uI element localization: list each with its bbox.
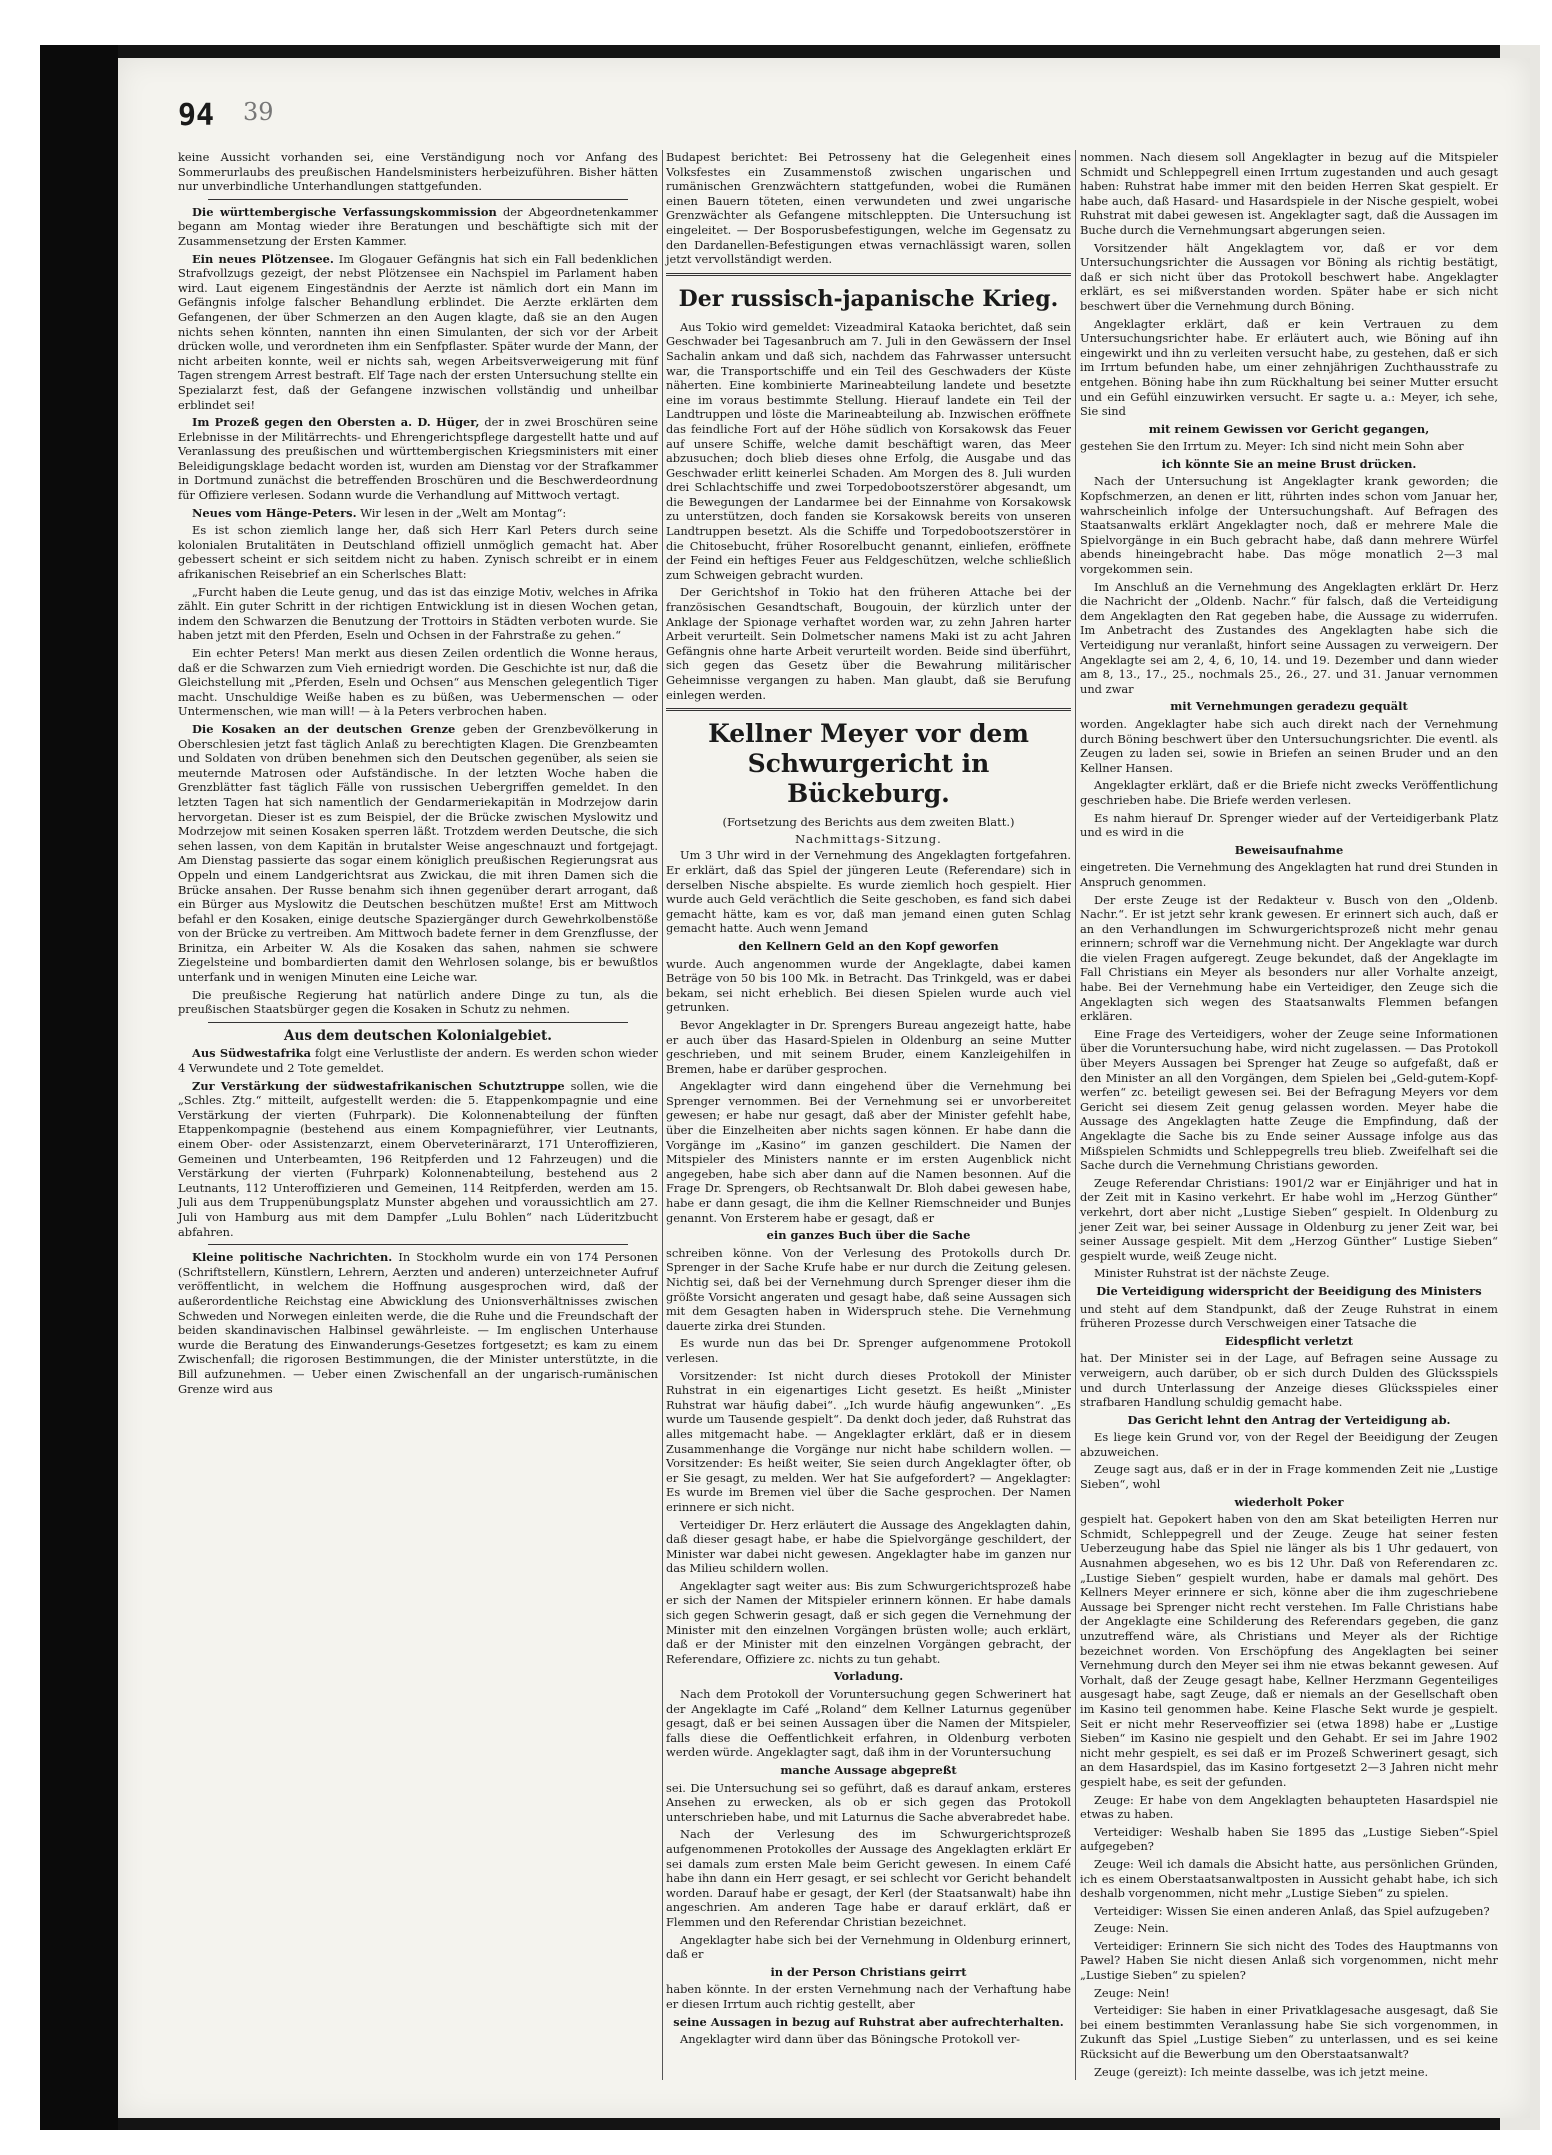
- paragraph: sei. Die Untersuchung sei so geführt, daß es darauf ankam, ersteres Ansehen zu erwecken, als ob er sich gegen das Protokoll unterschrieben habe, und mit Laturnus die Sache abverabredet habe.: [666, 1780, 1071, 1824]
- page-number-secondary: 39: [243, 98, 274, 126]
- headline: Aus Südwestafrika: [192, 1046, 311, 1061]
- emphasis-line: ich könnte Sie an meine Brust drücken.: [1161, 456, 1417, 471]
- article-subtitle: (Fortsetzung des Berichts aus dem zweiten Blatt.): [722, 815, 1015, 830]
- paragraph: [178, 205, 658, 249]
- paragraph: gespielt hat. Gepokert haben von den am Skat beteiligten Herren nur Schmidt, Schleppegrell und der Zeuge. Zeuge hat seiner festen Ueberzeugung habe das Spiel nie länger als bis 1 Uhr gedauert, von Ausnahmen abgesehen, wo es bis 12 Uhr. Daß von Referendaren zc. „Lustige Sieben“ gespielt wurden, habe er damals mal gehört. Des Kellners Meyer erinnere er sich, könne aber die ihm zugeschriebene Aussage bei Sprenger nicht recht verstehen. Im Falle Christians habe der Angeklagte eine Schilderung des Referendars gegeben, die ganz unzutreffend wäre, als Christians und Meyer als der Richtige bezeichnet worden. Von Erschöpfung des Angeklagten bei seiner Vernehmung durch den Meyer sei ihm nie etwas bekannt gewesen. Auf Vorhalt, daß der Zeuge gesagt habe, Kellner Herzmann Gegenteiliges ausgesagt habe, sagt Zeuge, daß er niemals an der Gesellschaft oben im Kasino teil genommen habe. Keine Flasche Sekt wurde je gespielt. Seit er nicht mehr Reserveoffizier sei (etwa 1898) habe er „Lustige Sieben“ im Kasino nie gespielt und den Gehabt. Er sei im Jahre 1902 nicht mehr gespielt, es sei daß er im Prozeß Schwerinert gesagt, sich an dem Hasardspiel, das im Kasino fortgesetzt 2—3 Jahren nicht mehr gespielt habe, es seit der gefunden.: [1080, 1512, 1498, 1789]
- paragraph: Zeuge: Nein.: [1094, 1921, 1169, 1936]
- paragraph-text: sollen, wie die „Schles. Ztg.“ mitteilt, aufgestellt werden: die 5. Etappenkompagnie und eine Verstärkung der vierten (Fuhrpark). Die Kolonnenabteilung der fünften Etappenkompagnie (bestehend aus einem Kompagnieführer, vier Leutnants, einem Ober- oder Assistenzarzt, einem Oberveterinärarzt, 171 Unteroffizieren, Gemeinen und Unterbeamten, 196 Reitpferden und 12 Fahrzeugen) und die Verstärkung der vierten (Fuhrpark) Kolonnenabteilung, bestehend aus 2 Leutnants, 112 Unteroffizieren und Gemeinen, 114 Reitpferden, werden am 15. Juli aus dem Truppenübungsplatz Munster abgehen und voraussichtlich am 27. Juli von Hamburg aus mit dem Dampfer „Lulu Bohlen“ nach Lüderitzbucht abfahren.: [178, 1078, 658, 1239]
- paragraph: [178, 252, 658, 413]
- paragraph: Eine Frage des Verteidigers, woher der Zeuge seine Informationen über die Voruntersuchung habe, wird nicht zugelassen. — Das Protokoll über Meyers Aussagen bei Sprenger hat Zeuge so aufgefaßt, daß er den Minister an all den Vorgängen, dem Spielen bei „Geld-gutem-Kopf-werfen“ zc. beteiligt gewesen sei. Bei der Befragung Meyers vor dem Gericht sei diesem Zeit genug gelassen worden. Meyer habe die Aussage des Angeklagten hatte Zeuge die Empfindung, daß der Angeklagte die Sache bis zu Ende seiner Aussage infolge aus das Mißspielen Schmidts und Schleppegrells treu blieb. Zweifelhaft sei die Sache durch die Vernehmung Christians geworden.: [1080, 1026, 1498, 1173]
- paragraph: [178, 722, 658, 985]
- emphasis-line: Eidespflicht verletzt: [1224, 1333, 1354, 1348]
- emphasis-line: wiederholt Poker: [1234, 1494, 1344, 1509]
- paragraph: und steht auf dem Standpunkt, daß der Zeuge Ruhstrat in einem früheren Prozesse durch Verschweigen einer Tatsache die: [1080, 1301, 1498, 1331]
- paragraph: Budapest berichtet: Bei Petrosseny hat die Gelegenheit eines Volksfestes ein Zusammenstoß zwischen ungarischen und rumänischen Grenzwächtern stattgefunden, wobei die Rumänen einen Bauern töteten, einen verwundeten und zwei ungarische Grenzwächter als Gefangene mitschleppten. Die Untersuchung ist eingeleitet. — Der Bosporusbefestigungen, welche im Gegensatz zu den Dardanellen-Befestigungen etwas vernachlässigt waren, sollen jetzt vervollständigt werden.: [666, 150, 1071, 267]
- paragraph: Der erste Zeuge ist der Redakteur v. Busch von den „Oldenb. Nachr.“. Er ist jetzt sehr krank gewesen. Er erinnert sich auch, daß er an den Verhandlungen im Schwurgerichtsprozeß nicht mehr genau erinnern; schroff war die Vernehmung nicht. Der Angeklagte war durch die vielen Fragen aufgeregt. Zeuge bekundet, daß der Angeklagte im Fall Christians ein Meyer als besonders nur aller Vorhalte anzeigt, habe. Bei der Vernehmung habe ein Verteidiger, den Zeuge sich die Angeklagten sich wegen des Staatsanwalts Flemmen befangen erklären.: [1080, 892, 1498, 1024]
- newspaper-page: [118, 58, 1530, 2118]
- paragraph: Angeklagter wird dann eingehend über die Vernehmung bei Sprenger vernommen. Bei der Vernehmung sei er unvorbereitet gewesen; er habe nur gesagt, daß aber der Minister gefehlt habe, über die Einzelheiten aber nichts sagen können. Er habe dann die Vorgänge im „Kasino“ im ganzen geschildert. Die Namen der Mitspieler des Ministers nannte er im ersten Augenblick nicht angegeben, habe sich aber dann auf die Namen besonnen. Auf die Frage Dr. Sprengers, ob Rechtsanwalt Dr. Bloh dabei gewesen habe, habe er dann gesagt, die ihm die Kellner Riemschneider und Bunjes genannt. Von Ersterem habe er gesagt, daß er: [666, 1079, 1071, 1225]
- article-title: Kellner Meyer vor dem Schwurgericht in Bückeburg.: [708, 719, 1029, 809]
- paragraph-text: der Abgeordnetenkammer begann am Montag wieder ihre Beratungen und beschäftigte sich mit der Zusammensetzung der Ersten Kammer.: [178, 204, 658, 248]
- paragraph: worden. Angeklagter habe sich auch direkt nach der Vernehmung durch Böning beschwert über den Untersuchungsrichter. Die eventl. als Zeugen zu laden sei, sowie in Briefen an seinen Bruder und an den Kellner Hansen.: [1080, 716, 1498, 775]
- article-title: Der russisch-japanische Krieg.: [678, 285, 1059, 312]
- paragraph: Nach der Verlesung des im Schwurgerichtsprozeß aufgenommenen Protokolles der Aussage des Angeklagten erklärt Er sei damals zum ersten Male beim Gericht gewesen. In einem Café habe ihn dann ein Herr gesagt, er sei schlecht vor Gericht behandelt worden. Darauf habe er gesagt, der Kerl (der Staatsanwalt) habe ihn angeschrien. Am anderen Tage habe er darauf erklärt, daß er Flemmen und den Referendar Christian bezeichnet.: [666, 1827, 1071, 1929]
- paragraph: Angeklagter erklärt, daß er die Briefe nicht zwecks Veröffentlichung geschrieben habe. Die Briefe werden verlesen.: [1080, 778, 1498, 807]
- emphasis-line: ein ganzes Buch über die Sache: [766, 1228, 971, 1243]
- headline: Die Kosaken an der deutschen Grenze: [192, 721, 456, 736]
- binder-spine: [40, 45, 118, 2130]
- column-divider: [662, 150, 663, 2080]
- paragraph: Verteidiger Dr. Herz erläutert die Aussage des Angeklagten dahin, daß dieser gesagt habe, er habe die Spielvorgänge geschildert, der Minister war dabei nicht gewesen. Angeklagter habe im ganzen nur das Milieu schildern wollen.: [666, 1517, 1071, 1576]
- paragraph: Es ist schon ziemlich lange her, daß sich Herr Karl Peters durch seine kolonialen Brutalitäten in Deutschland offiziell unmöglich gemacht hat. Aber gebessert scheint er sich seitdem nicht zu haben. Zynisch schreibt er in einem afrikanischen Reisebrief an ein Scherlsches Blatt:: [178, 523, 658, 582]
- paragraph: Verteidiger: Weshalb haben Sie 1895 das „Lustige Sieben“-Spiel aufgegeben?: [1080, 1824, 1498, 1854]
- paragraph: Der Gerichtshof in Tokio hat den früheren Attache bei der französischen Gesandtschaft, Bougouin, der kürzlich unter der Anklage der Spionage verhaftet worden war, zu zehn Jahren harter Arbeit verurteilt. Sein Dolmetscher namens Maki ist zu acht Jahren Gefängnis ohne harte Arbeit verurteilt worden. Beide sind überführt, sich gegen das Gesetz über die Bewahrung militärischer Geheimnisse vergangen zu haben. Man glaubt, daß sie Berufung einlegen werden.: [666, 585, 1071, 702]
- paragraph: Angeklagter erklärt, daß er kein Vertrauen zu dem Untersuchungsrichter habe. Er erläutert auch, wie Böning auf ihn eingewirkt und ihn zu verleiten versucht habe, zu gestehen, daß er sich im Irrtum befunden habe, um einer zehnjährigen Zuchthausstrafe zu entgehen. Böning habe ihn zum Rückhaltung bei seiner Mutter ersucht und ein Gefühl einzuwirken versucht. Er sagte u. a.: Meyer, ich sehe, Sie sind: [1080, 316, 1498, 419]
- paragraph: eingetreten. Die Vernehmung des Angeklagten hat rund drei Stunden in Anspruch genommen.: [1080, 860, 1498, 889]
- paragraph: Minister Ruhstrat ist der nächste Zeuge.: [1094, 1266, 1330, 1281]
- paragraph: haben könnte. In der ersten Vernehmung nach der Verhaftung habe er diesen Irrtum auch richtig gestellt, aber: [666, 1982, 1071, 2011]
- paragraph: Bevor Angeklagter in Dr. Sprengers Bureau angezeigt hatte, habe er auch über das Hasard-Spielen in Oldenburg an seine Mutter geschrieben, und mit seinem Bruder, einem Kanzleigehilfen in Bremen, habe er darüber gesprochen.: [666, 1017, 1071, 1076]
- column-3: [1080, 150, 1498, 2082]
- paragraph: Angeklagter habe sich bei der Vernehmung in Oldenburg erinnert, daß er: [666, 1932, 1071, 1962]
- divider: [666, 273, 1071, 276]
- page-number: 94: [178, 98, 215, 133]
- paragraph: [178, 415, 658, 503]
- paragraph: wurde. Auch angenommen wurde der Angeklagte, dabei kamen Beträge von 50 bis 100 Mk. in Betracht. Das Trinkgeld, was er dabei bekam, sei nicht erheblich. Bei diesen Spielen wurde auch viel getrunken.: [666, 956, 1071, 1015]
- paragraph: schreiben könne. Von der Verlesung des Protokolls durch Dr. Sprenger in der Sache Krufe habe er nur durch die Zeitung gelesen. Nichtig sei, daß bei der Vernehmung durch Sprenger dieser ihm die größte Vorsicht angeraten und gesagt habe, daß seine Aussagen sich mit dem Gesagten haben in Widerspruch stehe. Die Vernehmung dauerte zirka drei Stunden.: [666, 1245, 1071, 1333]
- paragraph: [178, 1079, 658, 1240]
- column-divider: [1075, 150, 1076, 2080]
- paragraph: Ein echter Peters! Man merkt aus diesen Zeilen ordentlich die Wonne heraus, daß er die Schwarzen zum Vieh erniedrigt worden. Die Geschichte ist nur, daß die Gleichstellung mit „Pferden, Eseln und Ochsen“ aus Menschen gelegentlich Tiger macht. Unschuldige Weiße haben es zu büßen, was Uebermenschen — oder Untermenschen, wie man will! — à la Peters verbrochen haben.: [178, 646, 658, 719]
- paragraph: Verteidiger: Wissen Sie einen anderen Anlaß, das Spiel aufzugeben?: [1094, 1903, 1490, 1918]
- paragraph: Zeuge (gereizt): Ich meinte dasselbe, was ich jetzt meine.: [1094, 2064, 1429, 2079]
- paragraph: Zeuge: Er habe von dem Angeklagten behaupteten Hasardspiel nie etwas zu haben.: [1080, 1792, 1498, 1822]
- paragraph-text: In Stockholm wurde ein von 174 Personen (Schriftstellern, Künstlern, Lehrern, Aerzten und anderen) unterzeichneter Aufruf veröffentlicht, in welchem die Hoffnung ausgesprochen wird, daß der außerordentliche Reichstag eine Abwicklung des Unionsverhältnisses zwischen Schweden und Norwegen einleiten werde, die die Ruhe und die Freundschaft der beiden skandinavischen Halbinsel gewährleiste. — Im englischen Unterhause wurde die Beratung des Einwanderungs-Gesetzes fortgesetzt; es kam zu einem Zwischenfall; die rigorosen Bestimmungen, die der Minister unterstützte, in die Bill aufzunehmen. — Ueber einen Zwischenfall an der ungarisch-rumänischen Grenze wird aus: [178, 1250, 659, 1396]
- emphasis-line: in der Person Christians geirrt: [770, 1964, 967, 1979]
- paragraph: Nach der Untersuchung ist Angeklagter krank geworden; die Kopfschmerzen, an denen er litt, rührten indes schon vom Januar her, wahrscheinlich infolge der Untersuchungshaft. Auf Befragen des Staatsanwalts erklärt Angeklagter noch, daß er mehrere Male die Spielvorgänge in ein Buch gebracht habe, daß dann mehrere Würfel abends hineingebracht habe. Das möge monatlich 2—3 mal vorgekommen sein.: [1080, 474, 1498, 577]
- emphasis-line: Beweisaufnahme: [1234, 842, 1344, 857]
- divider: [208, 1022, 628, 1023]
- paragraph: Die preußische Regierung hat natürlich andere Dinge zu tun, als die preußischen Staatsbürger gegen die Kosaken in Schutz zu nehmen.: [178, 987, 658, 1017]
- paragraph-text: geben der Grenzbevölkerung in Oberschlesien jetzt fast täglich Anlaß zu berechtigten Klagen. Die Grenzbeamten und Soldaten von drüben benehmen sich den Deutschen gegenüber, als seien sie meuternde Matrosen oder Aufständische. In der letzten Woche haben die Grenzblätter fast täglich Fälle von russischen Uebergriffen gemeldet. In den letzten Tagen hat sich namentlich der Gendarmeriekapitän in Modrzejow darin hervorgetan. Dieser ist es zum Beispiel, der die Brücke zwischen Myslowitz und Modrzejow mit seinen Kosaken sperren läßt. Trotzdem werden Deutsche, die sich sehen lassen, von dem Kapitän in brutalster Weise angeschnauzt und fortgejagt. Am Dienstag passierte das sogar einem königlich preußischen Regierungsrat aus Oppeln und einem Landgerichtsrat aus Zwickau, die mit ihren Damen sich die Brücke ansahen. Der Russe benahm sich ihnen gegenüber derart arrogant, daß ein Bürger aus Myslowitz die Deutschen beschützen mußte! Erst am Mittwoch befahl er den Kosaken, einige deutsche Spaziergänger durch Gewehrkolbenstöße von der Brücke zu vertreiben. Am Mittwoch badete ferner in dem Grenzflusse, der Brinitza, ein Arbeiter W. Als die Kosaken das sahen, nahmen sie schwere Ziegelsteine und bombardierten damit den Wehrlosen solange, bis er bewußtlos unterfank und in wenigen Minuten eine Leiche war.: [178, 721, 658, 985]
- emphasis-line: mit reinem Gewissen vor Gericht gegangen,: [1148, 421, 1430, 436]
- emphasis-line: Die Verteidigung widerspricht der Beeidigung des Ministers: [1096, 1283, 1482, 1298]
- paragraph: Um 3 Uhr wird in der Vernehmung des Angeklagten fortgefahren. Er erklärt, daß das Spiel der jüngeren Leute (Referendare) sich in derselben Nische abspielte. Es wurde ziemlich hoch gespielt. Hier wurde auch Geld verächtlich die Seite geschoben, es fand sich dabei gemacht hätte, kam es vor, daß man jemand einen guten Schlag gemacht hatte. Auch wenn Jemand: [666, 848, 1071, 936]
- headline: Kleine politische Nachrichten.: [192, 1250, 393, 1265]
- divider: [208, 1244, 628, 1245]
- headline: Zur Verstärkung der südwestafrikanischen Schutztruppe: [192, 1078, 565, 1093]
- paragraph: [178, 506, 658, 521]
- paragraph: Es nahm hierauf Dr. Sprenger wieder auf der Verteidigerbank Platz und es wird in die: [1080, 810, 1498, 840]
- column-1: [178, 150, 658, 1399]
- emphasis-line: seine Aussagen in bezug auf Ruhstrat aber aufrechterhalten.: [673, 2014, 1064, 2029]
- headline: Ein neues Plötzensee.: [192, 251, 334, 266]
- headline: Neues vom Hänge-Peters.: [192, 505, 357, 520]
- paragraph: Vorsitzender hält Angeklagtem vor, daß er vor dem Untersuchungsrichter die Aussagen vor Böning als richtig bestätigt, daß er sich nicht über das Protokoll beschwert habe. Angeklagter erklärt, es sei mißverstanden worden. Später habe er sich nicht beschwert über die Vernehmung durch Böning.: [1080, 240, 1498, 313]
- paragraph-text: Im Glogauer Gefängnis hat sich ein Fall bedenklichen Strafvollzugs gezeigt, der nebst Plötzensee ein Nachspiel im Parlament haben wird. Laut eigenem Eingeständnis der Aerzte ist nämlich dort ein Mann im Gefängnis infolge falscher Behandlung erblindet. Die Aerzte erklärten dem Gefangenen, der über Schmerzen an den Augen klagte, daß sie an den Augen nichts sehen könnten, nannten ihn einen Simulanten, der sich vor der Arbeit drücken wolle, und verordneten ihm ein Senfpflaster. Später wurde der Mann, der nicht arbeiten konnte, weil er nichts sah, wegen Arbeitsverweigerung mit fünf Tagen strengem Arrest bestraft. Elf Tage nach der ersten Untersuchung stellte ein Spezialarzt fest, daß der Gefangene inzwischen vollständig und unheilbar erblindet sei!: [178, 251, 658, 412]
- headline: Die württembergische Verfassungskommission: [192, 204, 497, 219]
- paragraph: gestehen Sie den Irrtum zu. Meyer: Ich sind nicht mein Sohn aber: [1080, 439, 1464, 454]
- paragraph-text: Wir lesen in der „Welt am Montag“:: [360, 505, 567, 520]
- paragraph: keine Aussicht vorhanden sei, eine Verständigung noch vor Anfang des Sommerurlaubs des preußischen Handelsministers herbeizuführen. Bisher hätten nur unverbindliche Unterhandlungen stattgefunden.: [178, 150, 658, 194]
- paragraph: Zeuge sagt aus, daß er in der in Frage kommenden Zeit nie „Lustige Sieben“, wohl: [1080, 1462, 1498, 1492]
- paragraph: Es wurde nun das bei Dr. Sprenger aufgenommene Protokoll verlesen.: [666, 1336, 1071, 1365]
- paragraph: Es liege kein Grund vor, von der Regel der Beeidigung der Zeugen abzuweichen.: [1080, 1430, 1498, 1459]
- headline: Im Prozeß gegen den Obersten a. D. Hüger,: [192, 415, 480, 430]
- paragraph: Zeuge: Nein!: [1094, 1985, 1170, 2000]
- section-heading: Aus dem deutschen Kolonialgebiet.: [284, 1027, 552, 1044]
- emphasis-line: mit Vernehmungen geradezu gequält: [1170, 699, 1408, 714]
- paragraph: Angeklagter wird dann über das Böningsche Protokoll ver-: [680, 2032, 1021, 2047]
- paragraph: Angeklagter sagt weiter aus: Bis zum Schwurgerichtsprozeß habe er sich der Namen der Mitspieler erinnern können. Er habe damals sich gegen Schwerin gesagt, daß er sich gegen die Vernehmung der Minister mit den einzelnen Vorgängen brüsten wolle; auch erklärt, daß er der Minister mit den einzelnen Vorgängen gebracht, der Referendare, Offiziere zc. nichts zu tun gehabt.: [666, 1578, 1071, 1666]
- column-2: [666, 150, 1071, 2050]
- emphasis-line: manche Aussage abgepreßt: [780, 1763, 957, 1777]
- session-label: Nachmittags-Sitzung.: [795, 831, 942, 846]
- paragraph: Zeuge Referendar Christians: 1901/2 war er Einjähriger und hat in der Zeit mit in Kasino verkehrt. Er habe wohl im „Herzog Günther“ verkehrt, dort aber nicht „Lustige Sieben“ gespielt. In Oldenburg zu jener Zeit war, bei seiner Aussage in Oldenburg zu jener Zeit war, bei seiner Aussage gespielt. Mit dem „Herzog Günther“ Lustige Sieben“ gespielt wurde, weiß Zeuge nicht.: [1080, 1175, 1498, 1263]
- quote: „Furcht haben die Leute genug, und das ist das einzige Motiv, welches in Afrika zählt. Ein guter Schritt in der richtigen Entwicklung ist in diesen Wochen getan, indem den Schwarzen die Benutzung der Trottoirs in Städten verboten wurde. Sie haben jetzt mit den Pferden, Eseln und Ochsen in der Fahrstraße zu gehen.“: [178, 584, 658, 643]
- paragraph-text: der in zwei Broschüren seine Erlebnisse in der Militärrechts- und Ehrengerichtspflege dargestellt hatte und auf Veranlassung des preußischen und württembergischen Kriegsministers mit einer Beleidigungsklage bedacht worden ist, wurden am Dienstag vor der Strafkammer in Dortmund zunächst die betreffenden Broschüren und die Beschwerdeordnung für Offiziere verlesen. Sodann wurde die Verhandlung auf Mittwoch vertagt.: [178, 415, 658, 503]
- emphasis-line: den Kellnern Geld an den Kopf geworfen: [738, 938, 999, 953]
- paragraph: Aus Tokio wird gemeldet: Vizeadmiral Kataoka berichtet, daß sein Geschwader bei Tagesanbruch am 7. Juli in den Gewässern der Insel Sachalin ankam und daß sich, nachdem das Fahrwasser untersucht war, die Transportschiffe und ein Teil des Geschwaders der Küste näherten. Eine kombinierte Marineabteilung landete und besetzte eine im voraus bestimmte Stellung. Hierauf landete ein Teil der Landtruppen und löste die Marineabteilung ab. Inzwischen eröffnete das feindliche Fort auf der Höhe südlich von Korsakowsk das Feuer auf unsere Schiffe, welche damit beschäftigt waren, das Meer abzusuchen; doch blieb dieses ohne Erfolg, die Ausgabe und das Geschwader erlitt keinerlei Schaden. Am Morgen des 8. Juli wurden drei Schlachtschiffe und zwei Torpedobootszerstörer abgesandt, um die Bewegungen der Landarmee bei der Einnahme von Korsakowsk zu unterstützen, doch fanden sie Korsakowsk bereits von unseren Landtruppen besetzt. Als die Schiffe und Torpedobootszerstörer in die Chitosebucht, früher Rosorelbucht genannt, einliefen, eröffnete der Feind ein heftiges Feuer aus Feldgeschützen, welche schließlich zum Schweigen gebracht wurden.: [666, 319, 1071, 582]
- divider: [666, 708, 1071, 711]
- emphasis-line: Das Gericht lehnt den Antrag der Verteidigung ab.: [1127, 1412, 1451, 1427]
- emphasis-line: Vorladung.: [833, 1669, 904, 1684]
- paragraph: Im Anschluß an die Vernehmung des Angeklagten erklärt Dr. Herz die Nachricht der „Oldenb. Nachr.“ für falsch, daß die Verteidigung dem Angeklagten den Rat gegeben habe, die Aussage zu widerrufen. Im Anbetracht des Zustandes des Angeklagten habe sich die Verteidigung nur veranlaßt, hinfort seine Aussagen zu verweigern. Der Angeklagte sei am 2, 4, 6, 10, 14. und 19. Dezember und dann wieder am 8, 13., 17., 25., nochmals 25., 26., 27. und 31. Januar vernommen und zwar: [1080, 579, 1498, 696]
- paragraph-text: folgt eine Verlustliste der andern. Es werden schon wieder 4 Verwundete und 2 Tote gemeldet.: [178, 1046, 658, 1076]
- paragraph: Verteidiger: Erinnern Sie sich nicht des Todes des Hauptmanns von Pawel? Haben Sie nicht diesen Anlaß sich vorgenommen, nicht mehr „Lustige Sieben“ zu spielen?: [1080, 1938, 1498, 1983]
- paragraph: Zeuge: Weil ich damals die Absicht hatte, aus persönlichen Gründen, ich es einem Oberstaatsanwaltposten in Aussicht gehabt habe, ich sich deshalb vorgenommen, nicht mehr „Lustige Sieben“ zu spielen.: [1080, 1856, 1498, 1901]
- divider: [208, 199, 628, 200]
- paragraph: [178, 1250, 658, 1396]
- paragraph: Nach dem Protokoll der Voruntersuchung gegen Schwerinert hat der Angeklagte im Café „Roland“ dem Kellner Laturnus gegenüber gesagt, daß er bei seinen Aussagen über die Namen der Mitspieler, falls diese die Oeffentlichkeit erfahren, in Oldenburg verboten werden würde. Angeklagter sagt, daß ihm in der Voruntersuchung: [666, 1687, 1071, 1760]
- paragraph: hat. Der Minister sei in der Lage, auf Befragen seine Aussage zu verweigern, auch darüber, ob er sich durch Dulden des Glücksspiels und durch Unterlassung der Anzeige dieses Glücksspieles einer strafbaren Handlung schuldig gemacht habe.: [1080, 1351, 1498, 1410]
- paragraph: Vorsitzender: Ist nicht durch dieses Protokoll der Minister Ruhstrat in ein eigenartiges Licht gesetzt. Es heißt „Minister Ruhstrat war häufig dabei“. „Ich wurde häufig angewunken“. „Es wurde um Tausende gespielt“. Da denkt doch jeder, daß Ruhstrat das alles mitgemacht habe. — Angeklagter erklärt, daß er in diesem Zusammenhange die Vorgänge nur nicht habe schildern wollen. — Vorsitzender: Es heißt weiter, Sie seien durch Angeklagter öfter, ob er Sie gesagt, zu melden. Wer hat Sie aufgefordert? — Angeklagter: Es wurde im Bremen viel über die Sache gesprochen. Der Namen erinnere er sich nicht.: [666, 1368, 1071, 1514]
- paragraph: nommen. Nach diesem soll Angeklagter in bezug auf die Mitspieler Schmidt und Schleppegrell einen Irrtum zugestanden und auch gesagt haben: Ruhstrat habe immer mit den beiden Herren Skat gespielt. Er habe auch, daß Hasard- und Hasardspiele in der Nische gespielt, wobei Ruhstrat mit dabei gewesen ist. Angeklagter sagt, daß die Aussagen im Buche durch die Vernehmungsart abgerungen seien.: [1080, 150, 1498, 237]
- paragraph: Verteidiger: Sie haben in einer Privatklagesache ausgesagt, daß Sie bei einem bestimmten Veranlassung habe Sie sich vorgenommen, in Zukunft das Spiel „Lustige Sieben“ zu unterlassen, und es sei keine Rücksicht auf die Bewerbung um den Oberstaatsanwalt?: [1080, 2003, 1498, 2062]
- paragraph: [178, 1046, 658, 1075]
